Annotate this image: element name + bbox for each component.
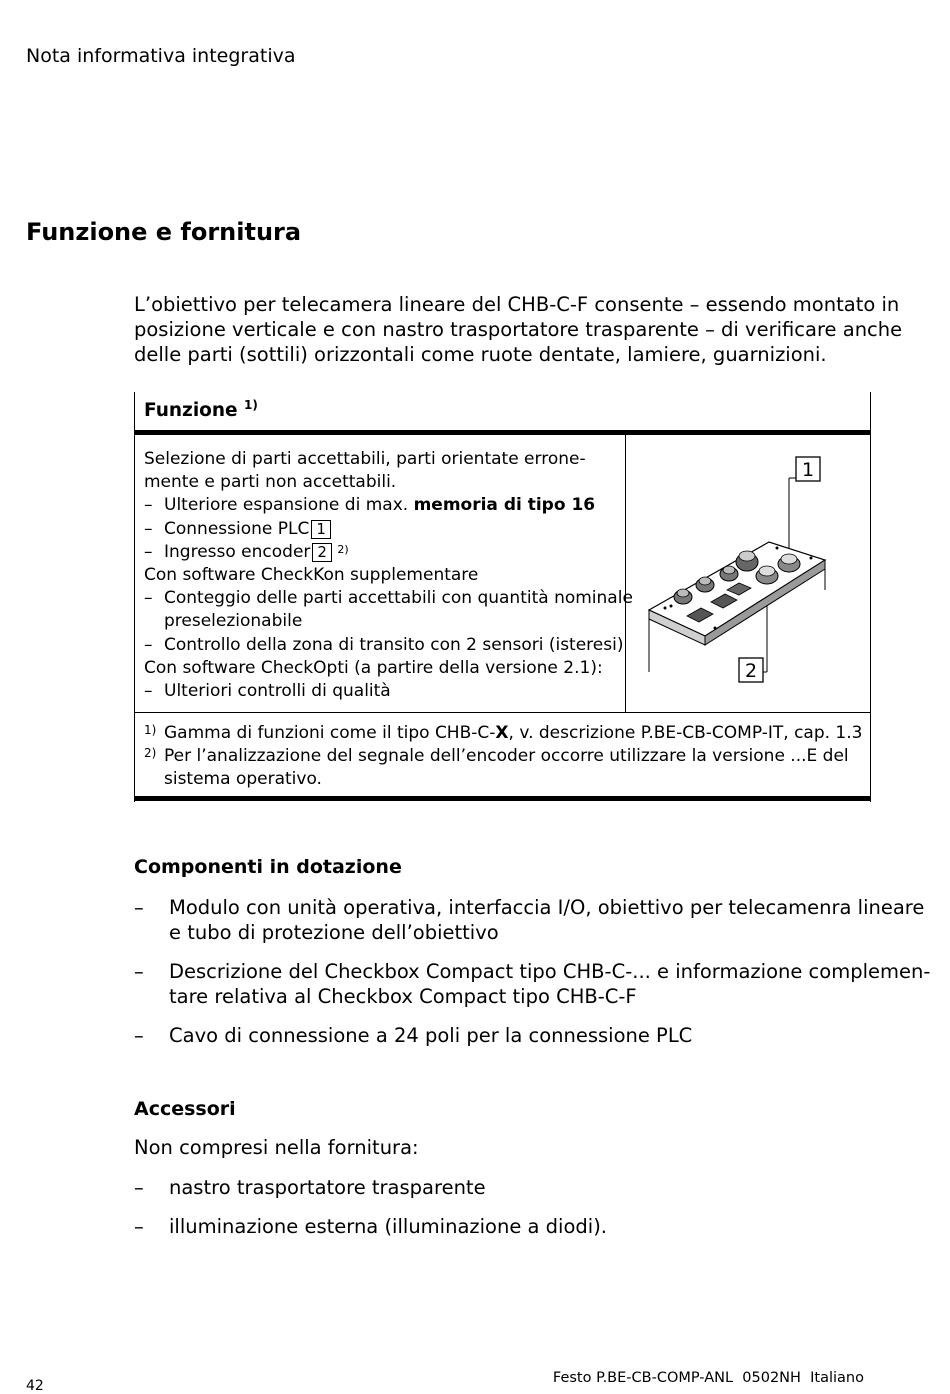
components-list xyxy=(134,895,931,1048)
footnote-mark: 2) xyxy=(144,746,157,761)
running-header: Nota informativa integrativa xyxy=(26,45,296,67)
callout-2-label: 2 xyxy=(744,660,758,682)
desc-text: preselezionabile xyxy=(164,611,303,632)
list-item-text: e tubo di protezione dell’obiettivo xyxy=(169,921,499,944)
dash: – xyxy=(134,960,144,983)
table-bottom-rule xyxy=(134,796,871,801)
desc-bold: memoria di tipo 16 xyxy=(413,495,596,516)
accessories-list xyxy=(134,1175,874,1239)
desc-line: mente e parti non accettabili. xyxy=(144,472,397,493)
dash: – xyxy=(144,541,153,562)
desc-line: Con software CheckOpti (a partire della versione 2.1): xyxy=(144,657,603,678)
accessories-intro: Non compresi nella fornitura: xyxy=(134,1136,419,1159)
device-illustration xyxy=(627,440,867,712)
list-item-text: Modulo con unità operativa, interfaccia I/O, obiettivo per telecamenra lineare xyxy=(169,896,925,919)
list-item xyxy=(134,895,925,945)
list-item xyxy=(134,959,931,1009)
table-right-border xyxy=(870,392,871,802)
list-item-text: Descrizione del Checkbox Compact tipo CHB-C-... e informazione complemen- xyxy=(169,960,931,983)
footnote-text: Per l’analizzazione del segnale dell’encoder occorre utilizzare la versione ...E del xyxy=(164,746,849,767)
callout-1-label: 1 xyxy=(801,459,815,481)
desc-item xyxy=(144,541,622,564)
desc-item xyxy=(144,680,622,703)
list-item-text: illuminazione esterna (illuminazione a diodi). xyxy=(169,1215,608,1238)
footnote-text: , v. descrizione P.BE-CB-COMP-IT, cap. 1.3 xyxy=(508,723,863,743)
intro-line: delle parti (sottili) orizzontali come ruote dentate, lamiere, guarnizioni. xyxy=(134,343,827,366)
footnote-2 xyxy=(144,745,864,768)
desc-item xyxy=(144,494,622,517)
page-number: 42 xyxy=(26,1378,44,1394)
intro-line: L’obiettivo per telecamera lineare del CHB-C-F consente – essendo montato in xyxy=(134,293,900,316)
intro-line: posizione verticale e con nastro trasportatore trasparente – di verificare anche xyxy=(134,318,903,341)
list-item-text: tare relativa al Checkbox Compact tipo CHB-C-F xyxy=(169,985,637,1008)
desc-item xyxy=(144,587,633,610)
table-footnotes xyxy=(144,722,864,792)
desc-text: Controllo della zona di transito con 2 sensori (isteresi) xyxy=(164,634,624,655)
dash: – xyxy=(134,896,144,919)
dash: – xyxy=(134,1176,144,1199)
components-title: Componenti in dotazione xyxy=(134,856,402,878)
desc-item xyxy=(144,634,622,657)
desc-item-continued xyxy=(144,610,622,633)
callout-box: 1 xyxy=(311,520,331,539)
list-item xyxy=(134,1214,874,1239)
desc-text: Connessione PLC xyxy=(164,518,310,539)
callout-box: 2 xyxy=(312,543,332,562)
table-header-label: Funzione xyxy=(144,400,238,422)
dash: – xyxy=(134,1024,144,1047)
intro-paragraph xyxy=(134,292,903,367)
dash: – xyxy=(144,681,153,702)
desc-text: Ingresso encoder xyxy=(164,541,311,562)
footnote-mark: 1) xyxy=(144,723,157,737)
table-header xyxy=(144,398,258,421)
footnote-1 xyxy=(144,722,864,745)
table-header-sup: 1) xyxy=(244,398,258,412)
list-item-text: nastro trasportatore trasparente xyxy=(169,1176,486,1199)
list-item xyxy=(134,1023,874,1048)
accessories-title: Accessori xyxy=(134,1098,236,1120)
dash: – xyxy=(144,518,153,539)
header-rule xyxy=(134,430,871,435)
column-separator xyxy=(625,435,626,713)
desc-item xyxy=(144,518,622,541)
footnote-rule xyxy=(134,712,871,713)
footnote-ref: 2) xyxy=(337,542,349,556)
function-description xyxy=(144,448,633,703)
desc-line: Selezione di parti accettabili, parti orientate errone- xyxy=(144,449,586,469)
desc-text: Ulteriori controlli di qualità xyxy=(164,681,391,702)
footnote-text: sistema operativo. xyxy=(164,769,322,790)
desc-line: Con software CheckKon supplementare xyxy=(144,565,479,586)
footnote-text: Gamma di funzioni come il tipo CHB-C- xyxy=(164,723,496,743)
footnote-2-continued xyxy=(144,768,864,791)
section-title: Funzione e fornitura xyxy=(26,218,302,246)
dash: – xyxy=(144,495,153,516)
table-left-border xyxy=(134,392,135,802)
list-item xyxy=(134,1175,874,1200)
desc-text: Ulteriore espansione di max. xyxy=(164,495,414,516)
page-footer: Festo P.BE-CB-COMP-ANL 0502NH Italiano xyxy=(552,1370,864,1386)
dash: – xyxy=(144,588,153,609)
desc-text: Conteggio delle parti accettabili con quantità nominale xyxy=(164,588,633,609)
dash: – xyxy=(134,1215,144,1238)
list-item-text: Cavo di connessione a 24 poli per la connessione PLC xyxy=(169,1024,693,1047)
dash: – xyxy=(144,634,153,655)
device-board xyxy=(649,542,825,672)
footnote-bold: X xyxy=(495,723,509,743)
function-table xyxy=(134,392,871,802)
